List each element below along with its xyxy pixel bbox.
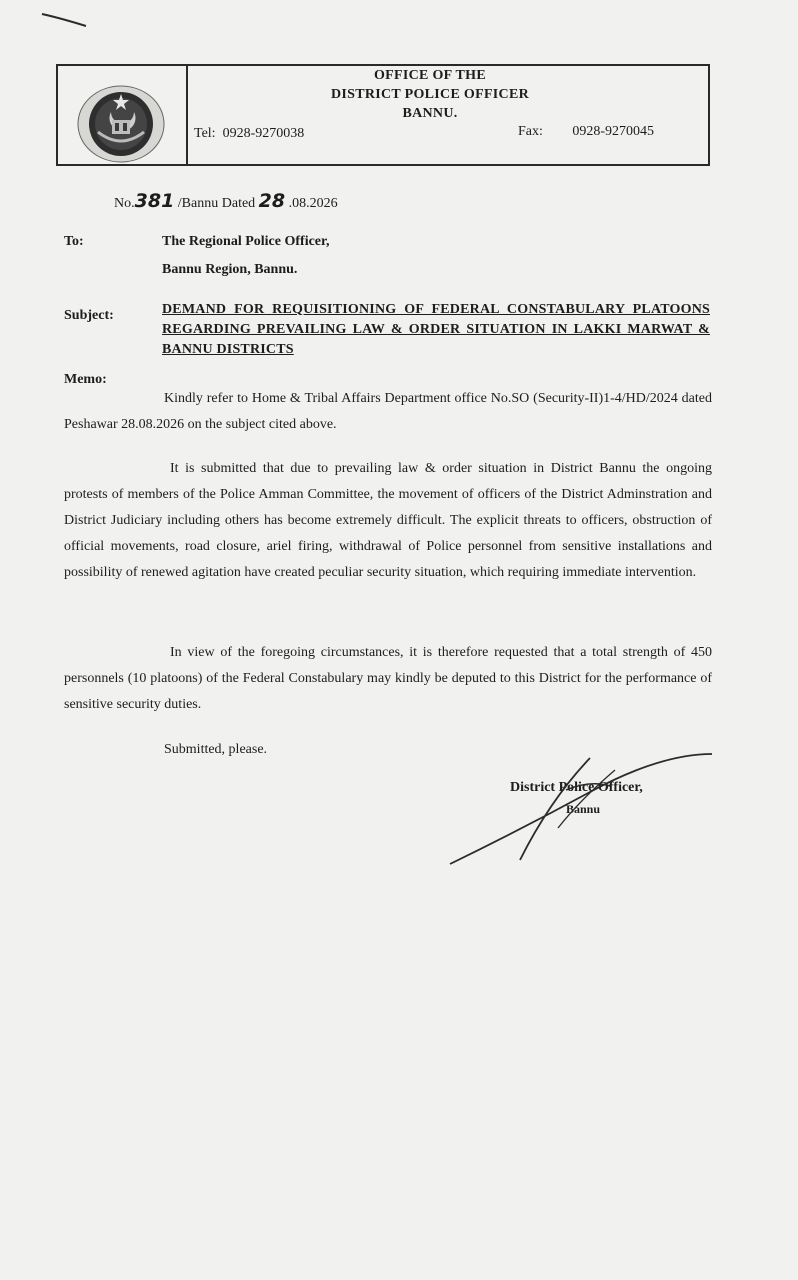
office-title-line2: DISTRICT POLICE OFFICER <box>330 87 529 102</box>
memo-paragraph-2 <box>64 456 712 586</box>
handwritten-signature <box>440 740 720 870</box>
ref-middle: /Bannu Dated <box>177 196 256 211</box>
office-title-line1: OFFICE OF THE <box>373 68 487 83</box>
ref-day: 28 <box>258 190 286 212</box>
pen-mark <box>40 8 100 30</box>
fax <box>518 124 654 140</box>
memo-paragraph-2-text: It is submitted that due to prevailing law & order situation in District Bannu the ongoing protests of members of the Police Amman Committee, the movement of officers of the District Adminstration and District Judiciary including others has become extremely difficult. The explicit threats to officers, obstruction of official movements, road closure, ariel firing, withdrawal of Police personnel from sensitive installations and possibility of renewed agitation have created peculiar security situation, which requiring immediate intervention. <box>64 461 712 580</box>
signatory-place: Bannu <box>566 802 601 816</box>
tel-number: 0928-9270038 <box>222 126 305 141</box>
ref-prefix: No. <box>114 196 135 211</box>
fax-number: 0928-9270045 <box>572 124 655 139</box>
ref-number: 381 <box>134 190 175 212</box>
reference-line <box>114 190 338 212</box>
telephone <box>194 126 304 142</box>
police-emblem-icon <box>76 84 166 164</box>
signatory-title: District Police Officer, <box>510 780 643 795</box>
memo-paragraph-1 <box>64 386 712 438</box>
ref-suffix: .08.2026 <box>288 196 338 211</box>
memo-paragraph-3 <box>64 640 712 718</box>
letterhead-divider <box>186 66 188 164</box>
fax-label: Fax: <box>518 124 543 139</box>
office-title-line3: BANNU. <box>402 106 458 121</box>
memo-paragraph-1-text: Kindly refer to Home & Tribal Affairs Department office No.SO (Security-II)1-4/HD/2024 dated Peshawar 28.08.2026 on the subject cited above. <box>64 391 712 432</box>
recipient-line1: The Regional Police Officer, <box>162 234 330 249</box>
subject-label: Subject: <box>64 308 114 323</box>
recipient-line2: Bannu Region, Bannu. <box>162 262 298 277</box>
memo-label: Memo: <box>64 372 107 387</box>
memo-paragraph-3-text: In view of the foregoing circumstances, it is therefore requested that a total strength of 450 personnels (10 platoons) of the Federal Constabulary may kindly be deputed to this District for the performance of sensitive security duties. <box>64 645 712 712</box>
closing-text: Submitted, please. <box>164 742 268 757</box>
subject-text: DEMAND FOR REQUISITIONING OF FEDERAL CONSTABULARY PLATOONS REGARDING PREVAILING LAW & ORDER SITUATION IN LAKKI MARWAT & BANNU DISTRICTS <box>162 302 710 357</box>
to-label: To: <box>64 234 84 249</box>
tel-label: Tel: <box>194 126 216 141</box>
